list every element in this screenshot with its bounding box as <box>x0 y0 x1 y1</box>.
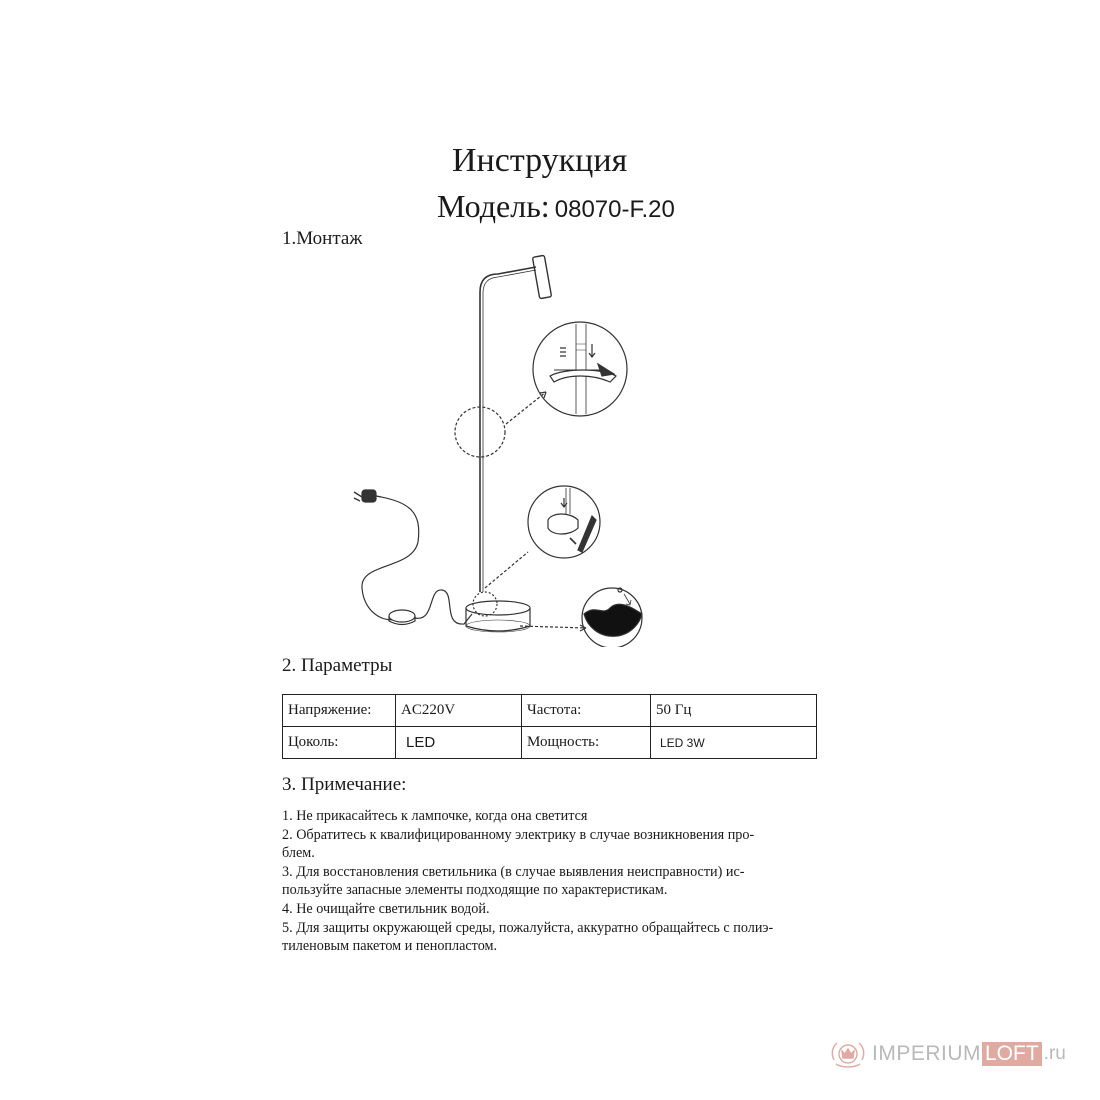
section-mounting-heading: 1.Монтаж <box>282 228 363 249</box>
section-notes-heading: 3. Примечание: <box>282 774 407 795</box>
param-value: 50 Гц <box>651 695 817 727</box>
watermark <box>828 1038 1066 1070</box>
parameters-table <box>282 694 817 759</box>
table-row <box>283 695 817 727</box>
param-value: LED 3W <box>651 727 817 759</box>
model-label: Модель: <box>437 188 550 224</box>
assembly-diagram <box>340 252 650 647</box>
crest-icon <box>828 1038 868 1070</box>
list-item: 3. Для восстановления светильника (в случае выявления неисправности) ис- <box>282 863 745 880</box>
param-label: Напряжение: <box>283 695 396 727</box>
list-item: 4. Не очищайте светильник водой. <box>282 900 490 917</box>
param-value: LED <box>396 727 522 759</box>
section-parameters-heading: 2. Параметры <box>282 655 393 676</box>
floor-lamp-icon <box>466 255 552 632</box>
watermark-domain: .ru <box>1043 1043 1066 1064</box>
list-item: тиленовым пакетом и пенопластом. <box>282 938 498 955</box>
param-label: Частота: <box>522 695 651 727</box>
foot-switch-icon <box>389 590 472 625</box>
notes-list <box>282 807 822 956</box>
model-code: 08070-F.20 <box>554 196 675 223</box>
magnified-joint-icon <box>533 322 627 416</box>
list-item: блем. <box>282 845 315 862</box>
watermark-brand-accent: LOFT <box>982 1042 1042 1066</box>
param-label: Мощность: <box>522 727 651 759</box>
param-label: Цоколь: <box>283 727 396 759</box>
table-row <box>283 727 817 759</box>
magnified-base-weight-icon <box>582 588 642 647</box>
plug-icon <box>354 490 419 620</box>
list-item: пользуйте запасные элементы подходящие по характеристикам. <box>282 882 668 899</box>
list-item: 5. Для защиты окружающей среды, пожалуйста, аккуратно обращайтесь с полиэ- <box>282 919 774 936</box>
magnified-base-screw-icon <box>528 486 600 558</box>
param-value: AC220V <box>396 695 522 727</box>
list-item: 2. Обратитесь к квалифицированному электрику в случае возникновения про- <box>282 826 755 843</box>
list-item: 1. Не прикасайтесь к лампочке, когда она светится <box>282 808 588 824</box>
watermark-brand: IMPERIUM <box>872 1042 981 1065</box>
model-line <box>437 188 675 225</box>
document-title: Инструкция <box>452 142 628 179</box>
